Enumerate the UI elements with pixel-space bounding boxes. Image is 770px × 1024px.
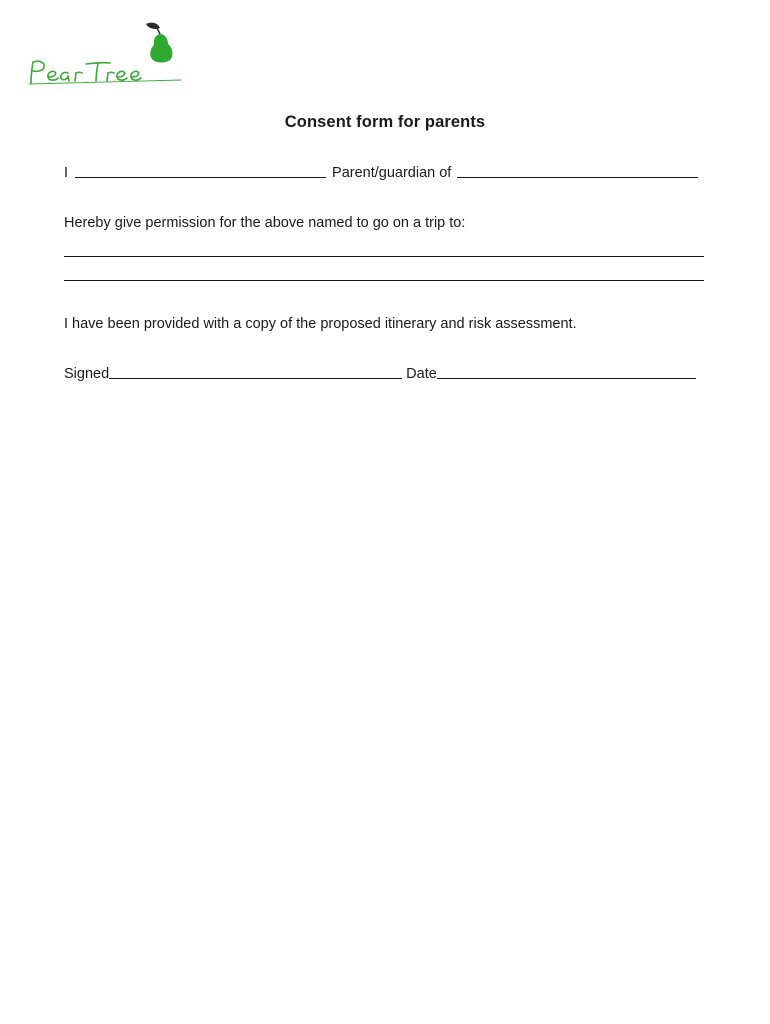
name-line — [64, 165, 704, 181]
signed-label: Signed — [64, 366, 110, 382]
date-field[interactable] — [437, 377, 696, 379]
form-title: Consent form for parents — [284, 113, 486, 131]
trip-destination-field[interactable] — [64, 256, 704, 257]
parent-guardian-label: Parent/guardian of — [332, 165, 452, 181]
trip-destination-field-2[interactable] — [64, 280, 704, 281]
signature-line — [64, 366, 704, 382]
date-label: Date — [406, 366, 437, 382]
parent-name-field[interactable] — [75, 176, 326, 178]
pear-icon — [24, 20, 184, 90]
name-prefix-label: I — [64, 165, 69, 181]
child-name-field[interactable] — [457, 176, 698, 178]
permission-line — [64, 215, 704, 231]
permission-text: Hereby give permission for the above named to go on a trip to: — [64, 215, 466, 231]
itinerary-text: I have been provided with a copy of the proposed itinerary and risk assessment. — [64, 316, 577, 332]
peartree-logo — [24, 20, 184, 90]
signature-field[interactable] — [109, 377, 402, 379]
itinerary-line — [64, 316, 704, 332]
